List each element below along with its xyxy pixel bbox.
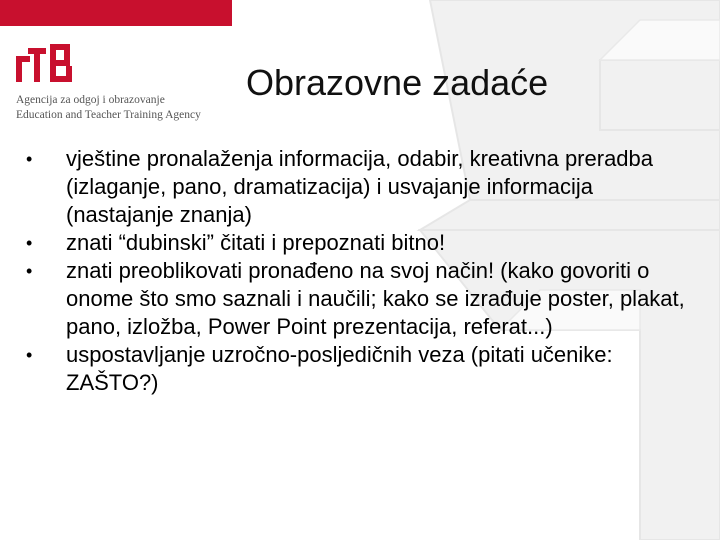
bullet-marker: • (26, 345, 33, 365)
aoo-logo-icon (14, 42, 74, 82)
bullet-text: vještine pronalaženja informacija, odabir, kreativna preradba (izlaganje, pano, dramatizacija) i usvajanje informacija (nastajanje znanja) (66, 146, 654, 227)
bullet-item (26, 257, 686, 341)
bullet-marker: • (26, 233, 33, 253)
agency-name-english: Education and Teacher Training Agency (16, 109, 201, 121)
bullet-item (26, 341, 686, 397)
bullet-item (26, 145, 686, 229)
slide-title: Obrazovne zadaće (246, 62, 549, 103)
bullet-item (26, 229, 686, 257)
bullet-text: znati preoblikovati pronađeno na svoj način! (kako govoriti o onome što smo saznali i naučili; kako se izrađuje poster, plakat, pano, izložba, Power Point prezentacija, referat...) (66, 258, 685, 339)
bullet-text: uspostavljanje uzročno-posljedičnih veza (pitati učenike: ZAŠTO?) (66, 342, 613, 395)
bullet-text: znati “dubinski” čitati i prepoznati bitno! (66, 230, 446, 255)
bullet-marker: • (26, 261, 33, 281)
bullet-list (26, 145, 686, 397)
bullet-marker: • (26, 149, 33, 169)
agency-name-croatian: Agencija za odgoj i obrazovanje (16, 94, 165, 106)
agency-name (16, 93, 201, 123)
